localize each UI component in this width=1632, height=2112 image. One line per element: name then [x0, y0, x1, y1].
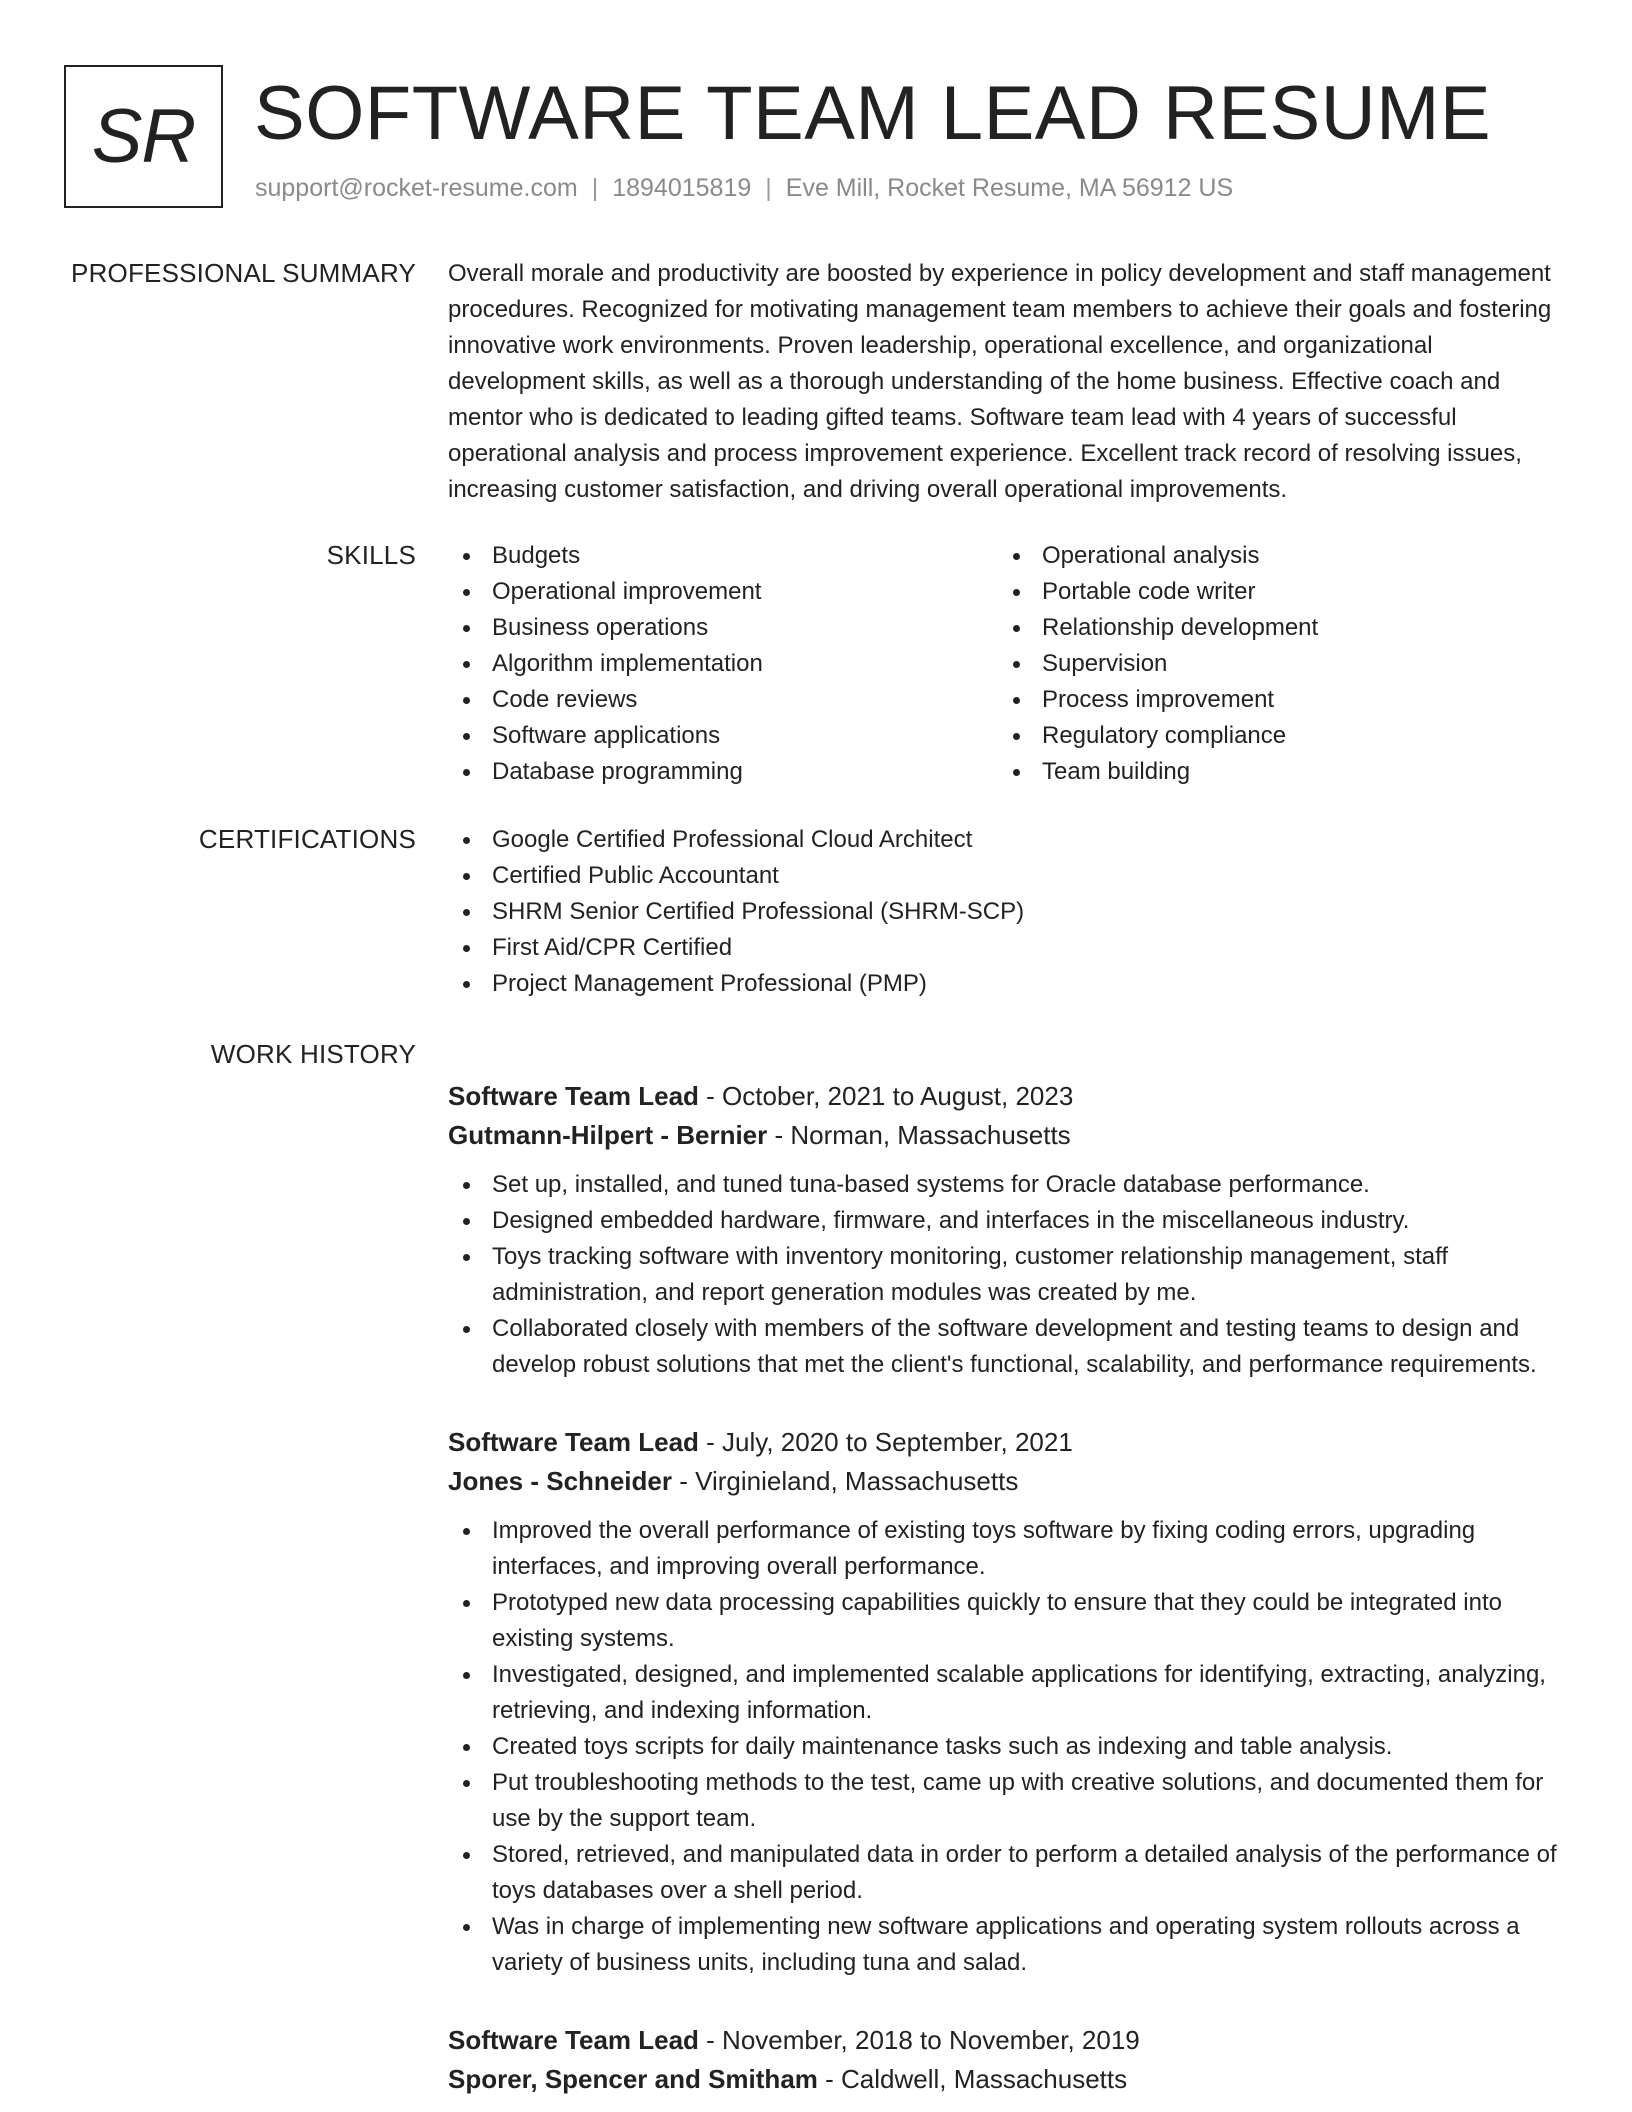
job-company-line: [448, 1462, 1568, 1501]
skill-item: Supervision: [998, 646, 1548, 682]
job-entry: [448, 1077, 1568, 1383]
skill-item: Operational improvement: [448, 574, 998, 610]
job-title-line: [448, 1077, 1568, 1116]
skill-item: Database programming: [448, 754, 998, 790]
certifications-list: [448, 822, 1568, 1002]
contact-phone: 1894015819: [612, 174, 752, 202]
job-location: - Norman, Massachusetts: [767, 1120, 1071, 1150]
skill-item: Software applications: [448, 718, 998, 754]
job-title: Software Team Lead: [448, 1081, 699, 1111]
skill-item: Process improvement: [998, 682, 1548, 718]
section-label-certifications: CERTIFICATIONS: [198, 824, 416, 854]
contact-separator: |: [765, 174, 772, 202]
job-title-line: [448, 1423, 1568, 1462]
contact-separator: |: [591, 174, 599, 202]
job-dates: - October, 2021 to August, 2023: [698, 1081, 1074, 1111]
contact-email: support@rocket-resume.com: [255, 174, 578, 202]
monogram-logo: SR: [64, 65, 223, 208]
certification-item: SHRM Senior Certified Professional (SHRM-SCP): [448, 894, 1568, 930]
skill-item: Regulatory compliance: [998, 718, 1548, 754]
section-label-skills: SKILLS: [326, 540, 416, 570]
job-company-line: [448, 1116, 1568, 1155]
job-title: Software Team Lead: [448, 1427, 699, 1457]
skill-item: Team building: [998, 754, 1548, 790]
job-bullet: Was in charge of implementing new software applications and operating system rollouts across a variety of business units, including tuna and salad.: [448, 1909, 1568, 1981]
job-location: - Virginieland, Massachusetts: [671, 1466, 1019, 1496]
job-bullet: Set up, installed, and tuned tuna-based systems for Oracle database performance.: [448, 1167, 1568, 1203]
job-bullets: [448, 1167, 1568, 1383]
job-company: Sporer, Spencer and Smitham: [448, 2064, 818, 2094]
skill-item: Relationship development: [998, 610, 1548, 646]
skills-grid: [448, 538, 1568, 790]
section-label-summary: PROFESSIONAL SUMMARY: [71, 258, 416, 288]
certification-item: Certified Public Accountant: [448, 858, 1568, 894]
skill-item: Business operations: [448, 610, 998, 646]
contact-line: [255, 173, 1233, 203]
job-location: - Caldwell, Massachusetts: [817, 2064, 1128, 2094]
job-bullet: Prototyped new data processing capabilities quickly to ensure that they could be integrated into existing systems.: [448, 1585, 1568, 1657]
job-bullet: Investigated, designed, and implemented scalable applications for identifying, extracting, analyzing, retrieving, and indexing information.: [448, 1657, 1568, 1729]
job-company: Gutmann-Hilpert - Bernier: [448, 1120, 768, 1150]
resume-header: [64, 65, 1568, 211]
job-entry: [448, 2021, 1568, 2099]
job-entry: [448, 1423, 1568, 1981]
job-bullet: Created toys scripts for daily maintenance tasks such as indexing and table analysis.: [448, 1729, 1568, 1765]
skill-item: Operational analysis: [998, 538, 1548, 574]
summary-text: Overall morale and productivity are boosted by experience in policy development and staff management procedures. Recognized for motivating management team members to achieve their goals and fostering innovative work environments. Proven leadership, operational excellence, and organizational development skills, as well as a thorough understanding of the home business. Effective coach and mentor who is dedicated to leading gifted teams. Software team lead with 4 years of successful operational analysis and process improvement experience. Excellent track record of resolving issues, increasing customer satisfaction, and driving overall operational improvements.: [448, 260, 1552, 503]
summary-content: [448, 256, 1568, 508]
resume-title: SOFTWARE TEAM LEAD RESUME: [254, 71, 1492, 156]
certification-item: Google Certified Professional Cloud Architect: [448, 822, 1568, 858]
job-company: Jones - Schneider: [448, 1466, 672, 1496]
skill-item: Algorithm implementation: [448, 646, 998, 682]
skills-list-left: [448, 538, 998, 790]
skill-item: Budgets: [448, 538, 998, 574]
contact-address: Eve Mill, Rocket Resume, MA 56912 US: [785, 174, 1234, 202]
certification-item: Project Management Professional (PMP): [448, 966, 1568, 1002]
certification-item: First Aid/CPR Certified: [448, 930, 1568, 966]
job-dates: - November, 2018 to November, 2019: [698, 2025, 1140, 2055]
job-bullet: Stored, retrieved, and manipulated data in order to perform a detailed analysis of the performance of toys databases over a shell period.: [448, 1837, 1568, 1909]
job-bullets: [448, 1513, 1568, 1981]
section-label-work-history: WORK HISTORY: [210, 1039, 416, 1069]
job-title-line: [448, 2021, 1568, 2060]
job-company-line: [448, 2060, 1568, 2099]
job-bullet: Improved the overall performance of existing toys software by fixing coding errors, upgrading interfaces, and improving overall performance.: [448, 1513, 1568, 1585]
certifications-content: [448, 822, 1568, 1002]
job-dates: - July, 2020 to September, 2021: [698, 1427, 1073, 1457]
job-bullet: Designed embedded hardware, firmware, and interfaces in the miscellaneous industry.: [448, 1203, 1568, 1239]
skills-list-right: [998, 538, 1548, 790]
job-bullet: Put troubleshooting methods to the test, came up with creative solutions, and documented them for use by the support team.: [448, 1765, 1568, 1837]
job-bullet: Toys tracking software with inventory monitoring, customer relationship management, staff administration, and report generation modules was created by me.: [448, 1239, 1568, 1311]
skill-item: Portable code writer: [998, 574, 1548, 610]
skill-item: Code reviews: [448, 682, 998, 718]
job-bullet: Collaborated closely with members of the software development and testing teams to design and develop robust solutions that met the client's functional, scalability, and performance requirements.: [448, 1311, 1568, 1383]
work-history-content: [448, 1037, 1568, 2099]
job-title: Software Team Lead: [448, 2025, 699, 2055]
